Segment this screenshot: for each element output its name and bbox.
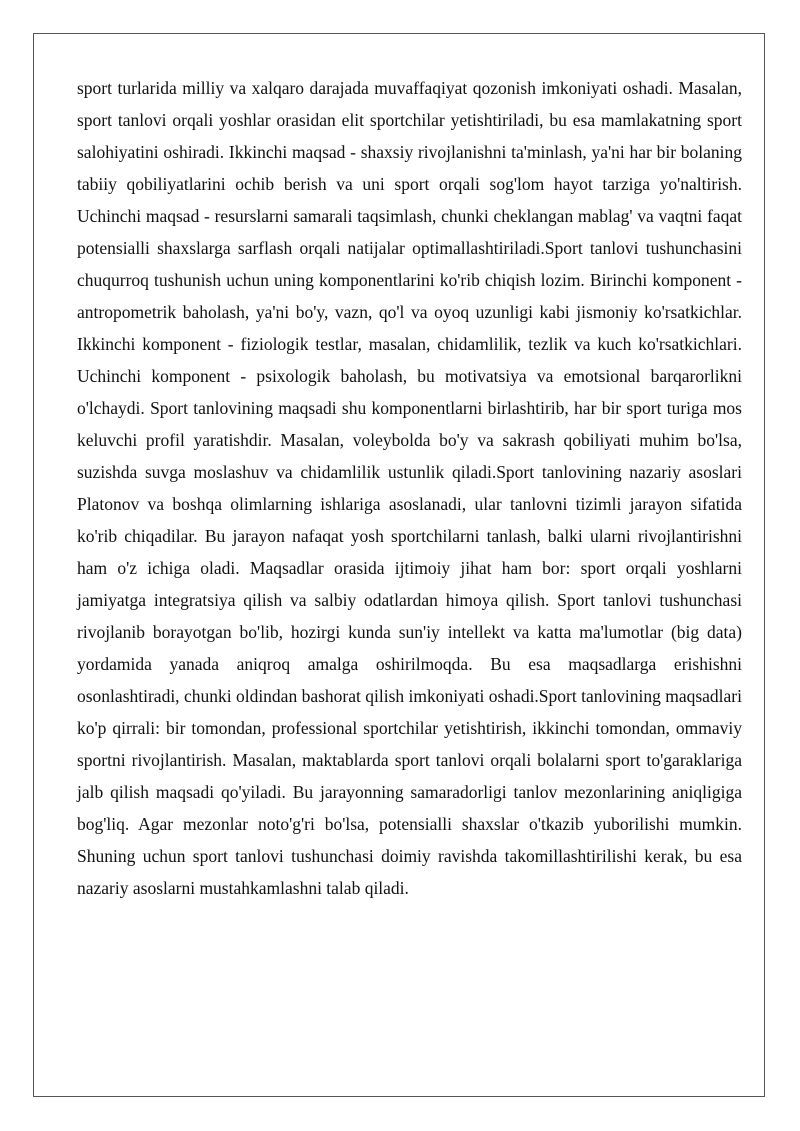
body-paragraph: sport turlarida milliy va xalqaro darajada muvaffaqiyat qozonish imkoniyati oshadi. Masalan, sport tanlovi orqali yoshlar orasidan elit sportchilar yetishtiriladi, bu esa mamlakatning sport salohiyatini oshiradi. Ikkinchi maqsad - shaxsiy rivojlanishni ta'minlash, ya'ni har bir bolaning tabiiy qobiliyatlarini ochib berish va uni sport orqali sog'lom hayot tarziga yo'naltirish. Uchinchi maqsad - resurslarni samarali taqsimlash, chunki cheklangan mablag' va vaqtni faqat potensialli shaxslarga sarflash orqali natijalar optimallashtiriladi.Sport tanlovi tushunchasini chuqurroq tushunish uchun uning komponentlarini ko'rib chiqish lozim. Birinchi komponent - antropometrik baholash, ya'ni bo'y, vazn, qo'l va oyoq uzunligi kabi jismoniy ko'rsatkichlar. Ikkinchi komponent - fiziologik testlar, masalan, chidamlilik, tezlik va kuch ko'rsatkichlari. Uchinchi komponent - psixologik baholash, bu motivatsiya va emotsional barqarorlikni o'lchaydi. Sport tanlovining maqsadi shu komponentlarni birlashtirib, har bir sport turiga mos keluvchi profil yaratishdir. Masalan, voleybolda bo'y va sakrash qobiliyati muhim bo'lsa, suzishda suvga moslashuv va chidamlilik ustunlik qiladi.Sport tanlovining nazariy asoslari Platonov va boshqa olimlarning ishlariga asoslanadi, ular tanlovni tizimli jarayon sifatida ko'rib chiqadilar. Bu jarayon nafaqat yosh sportchilarni tanlash, balki ularni rivojlantirishni ham o'z ichiga oladi. Maqsadlar orasida ijtimoiy jihat ham bor: sport orqali yoshlarni jamiyatga integratsiya qilish va salbiy odatlardan himoya qilish. Sport tanlovi tushunchasi rivojlanib borayotgan bo'lib, hozirgi kunda sun'iy intellekt va katta ma'lumotlar (big data) yordamida yanada aniqroq amalga oshirilmoqda. Bu esa maqsadlarga erishishni osonlashtiradi, chunki oldindan bashorat qilish imkoniyati oshadi.Sport tanlovining maqsadlari ko'p qirrali: bir tomondan, professional sportchilar yetishtirish, ikkinchi tomondan, ommaviy sportni rivojlantirish. Masalan, maktablarda sport tanlovi orqali bolalarni sport to'garaklariga jalb qilish maqsadi qo'yiladi. Bu jarayonning samaradorligi tanlov mezonlarining aniqligiga bog'liq. Agar mezonlar noto'g'ri bo'lsa, potensialli shaxslar o'tkazib yuborilishi mumkin. Shuning uchun sport tanlovi tushunchasi doimiy ravishda takomillashtirilishi kerak, bu esa nazariy asoslarni mustahkamlashni talab qiladi. [77,78,742,898]
